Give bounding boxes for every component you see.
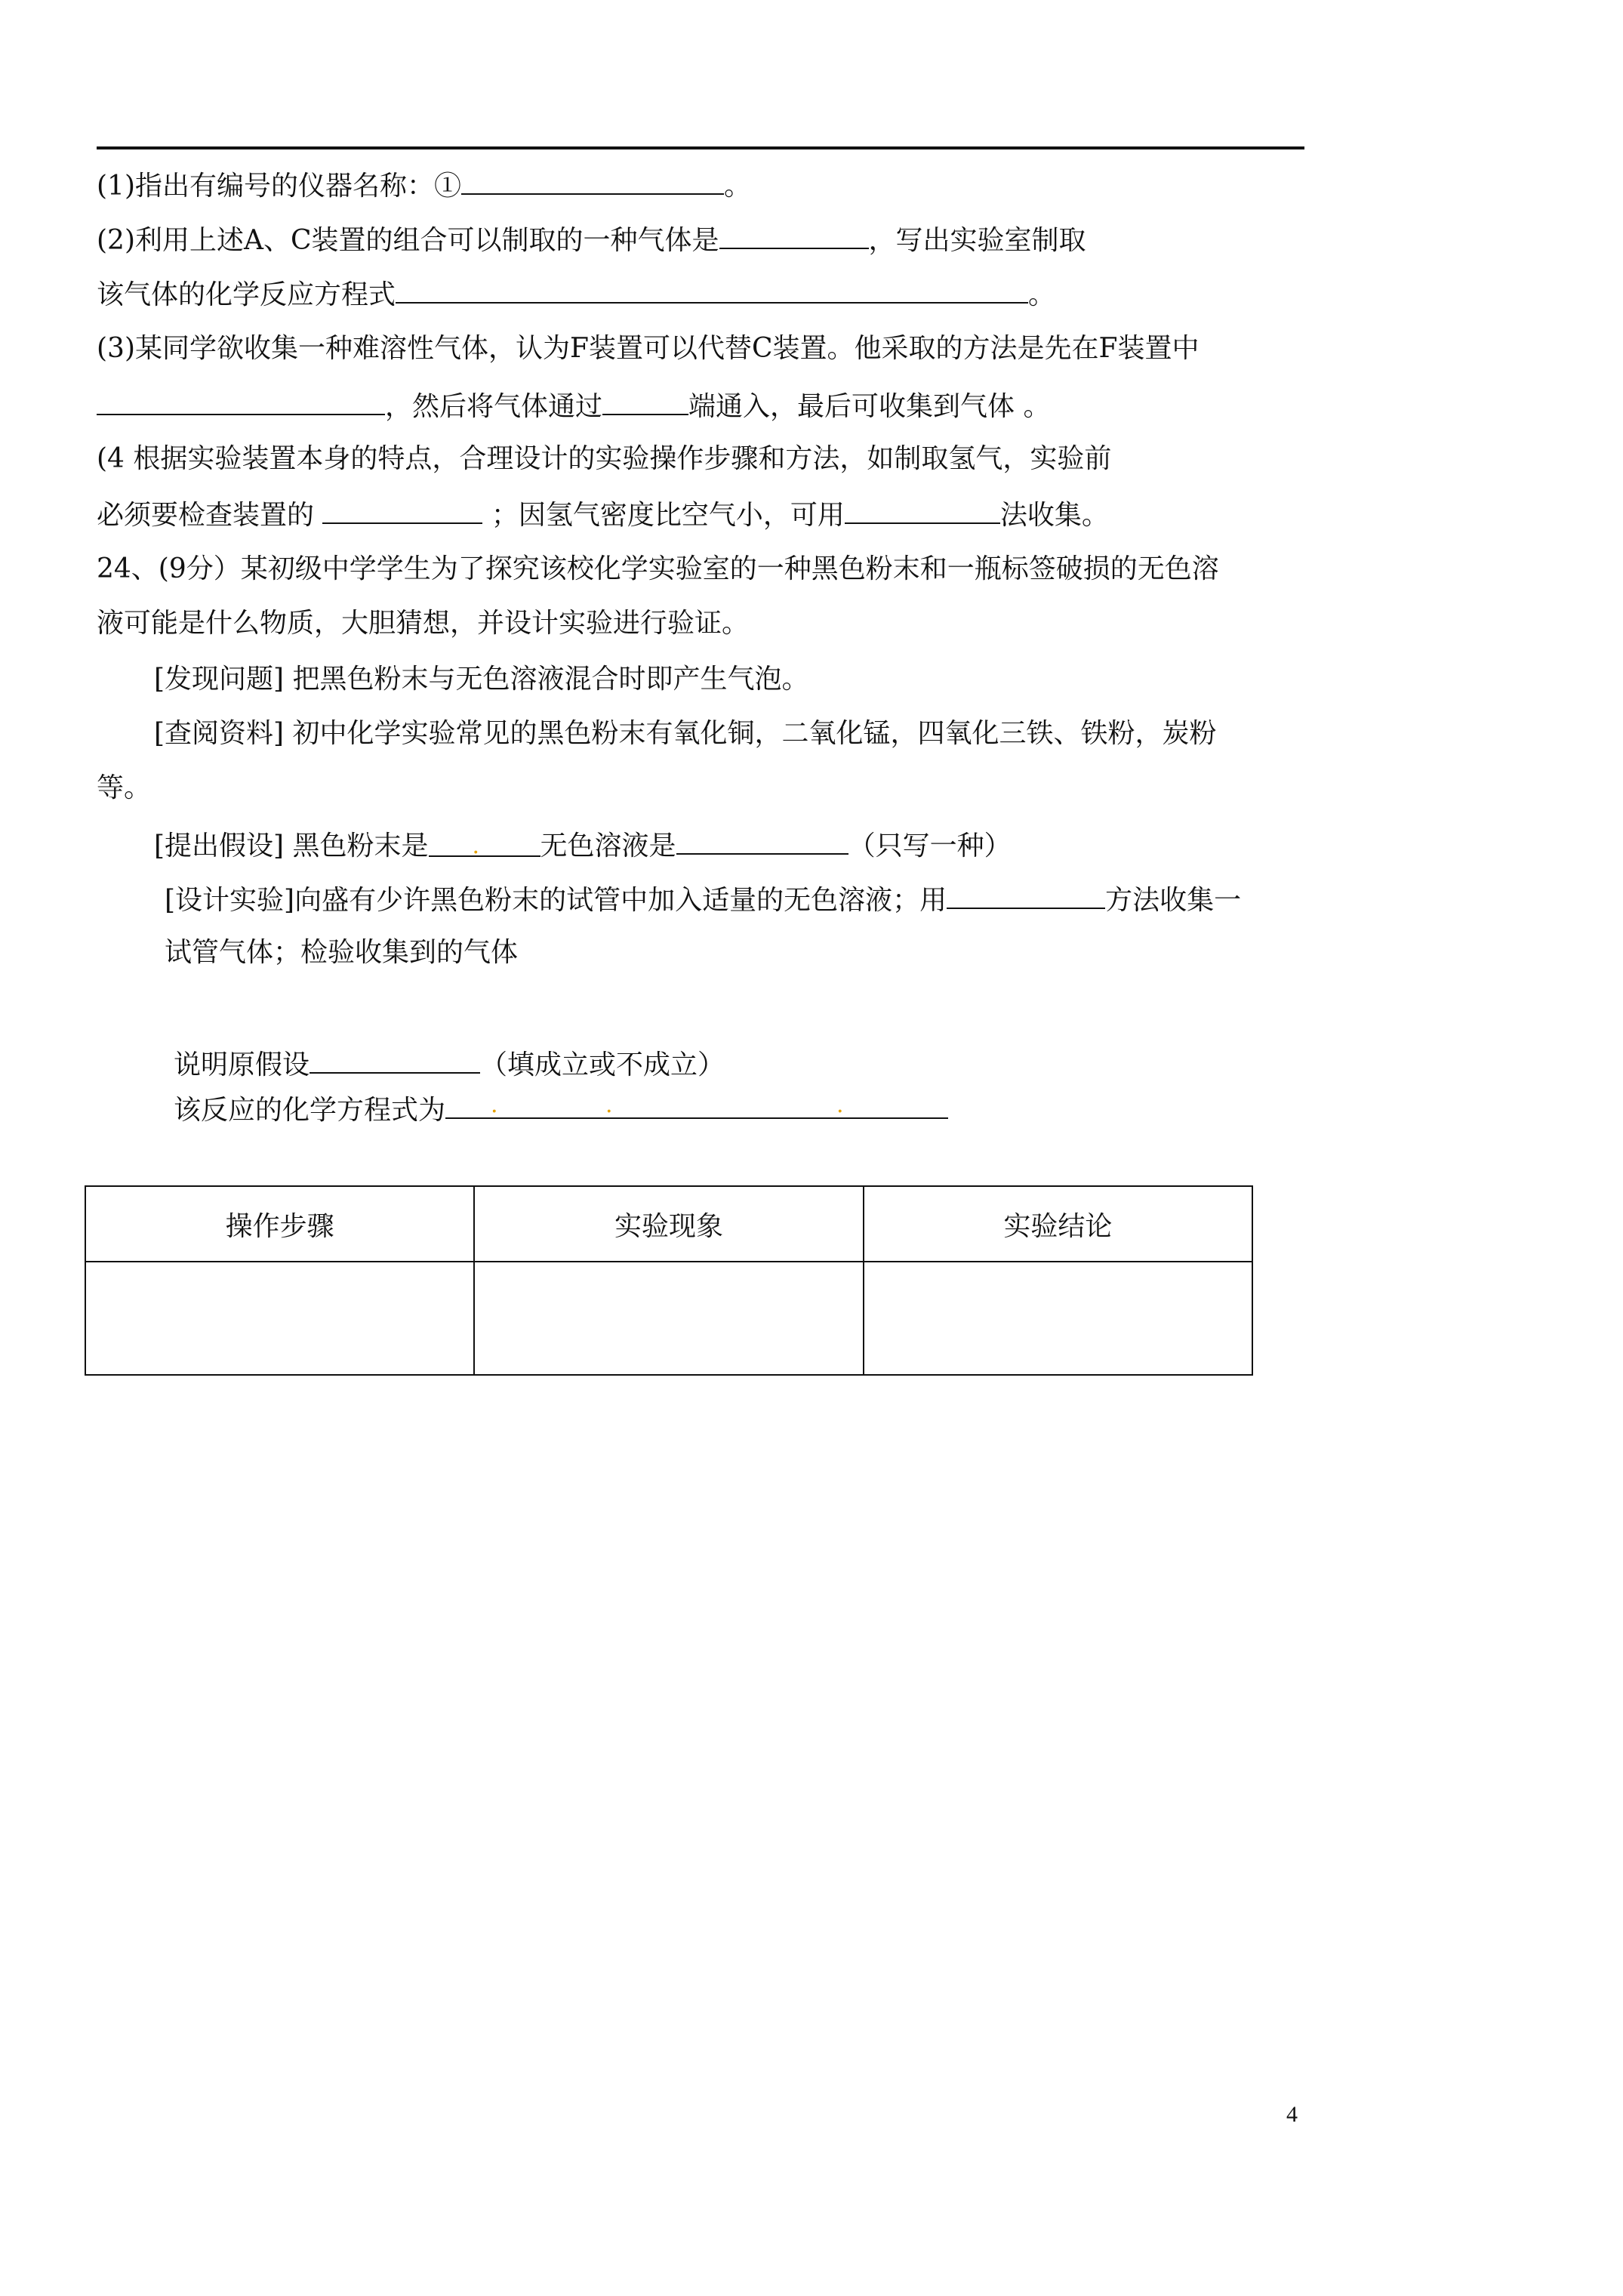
answer-blank[interactable]	[719, 220, 869, 249]
table-cell-steps[interactable]	[85, 1262, 474, 1375]
table-header-row	[85, 1186, 1252, 1262]
answer-blank[interactable]	[676, 826, 848, 855]
dot-mark: .	[491, 1092, 498, 1118]
dot-mark: .	[605, 1092, 613, 1118]
reference-material-cont: 等。	[97, 772, 152, 803]
answer-blank[interactable]	[445, 1090, 948, 1119]
dot-mark: .	[472, 833, 480, 859]
answer-blank[interactable]	[322, 495, 482, 524]
question-2a: (2)利用上述A、C装置的组合可以制取的一种气体是 ，写出实验室制取	[97, 220, 1086, 259]
question-24-line-2: 液可能是什么物质，大胆猜想，并设计实验进行验证。	[97, 608, 750, 639]
question-24-line-1: 24、(9分）某初级中学学生为了探究该校化学实验室的一种黑色粉末和一瓶标签破损的无色溶	[97, 553, 1219, 584]
column-header-conclusion: 实验结论	[864, 1186, 1252, 1262]
answer-blank[interactable]	[947, 880, 1105, 909]
answer-blank[interactable]	[396, 275, 1028, 304]
reference-material: [查阅资料] 初中化学实验常见的黑色粉末有氧化铜，二氧化锰，四氧化三铁、铁粉，炭粉	[154, 718, 1217, 749]
question-3a: (3)某同学欲收集一种难溶性气体，认为F装置可以代替C装置。他采取的方法是先在F装置中	[97, 333, 1200, 364]
design-experiment: [设计实验]向盛有少许黑色粉末的试管中加入适量的无色溶液；用 方法收集一	[165, 880, 1241, 919]
column-header-phenomena: 实验现象	[474, 1186, 863, 1262]
table-row	[85, 1262, 1252, 1375]
question-3b: ，然后将气体通过 端通入，最后可收集到气体 。	[97, 387, 1050, 425]
answer-blank[interactable]	[461, 166, 724, 195]
found-problem: [发现问题] 把黑色粉末与无色溶液混合时即产生气泡。	[154, 664, 809, 695]
page-number: 4	[1286, 2102, 1298, 2127]
answer-blank[interactable]	[602, 387, 688, 415]
answer-blank[interactable]	[310, 1045, 480, 1074]
answer-blank[interactable]	[845, 495, 1000, 524]
reaction-equation: 该反应的化学方程式为 . . .	[174, 1090, 948, 1129]
hypothesis: [提出假设] 黑色粉末是 . 无色溶液是 （只写一种）	[154, 826, 1012, 864]
dot-mark: .	[836, 1092, 844, 1118]
table-cell-conclusion[interactable]	[864, 1262, 1252, 1375]
explain-hypothesis: 说明原假设 （填成立或不成立）	[174, 1045, 725, 1083]
experiment-table	[85, 1185, 1253, 1376]
question-1: (1)指出有编号的仪器名称：① 。	[97, 166, 751, 205]
question-4b: 必须要检查装置的 ；因氢气密度比空气小，可用 法收集。	[97, 495, 1109, 534]
table-cell-phenomena[interactable]	[474, 1262, 863, 1375]
answer-blank[interactable]	[97, 387, 385, 415]
top-rule	[97, 146, 1304, 149]
column-header-steps: 操作步骤	[85, 1186, 474, 1262]
question-2b: 该气体的化学反应方程式 。	[97, 275, 1055, 313]
question-4a: (4 根据实验装置本身的特点，合理设计的实验操作步骤和方法，如制取氢气，实验前	[97, 443, 1112, 474]
answer-blank[interactable]	[429, 828, 540, 857]
design-experiment-cont: 试管气体；检验收集到的气体	[165, 937, 519, 968]
